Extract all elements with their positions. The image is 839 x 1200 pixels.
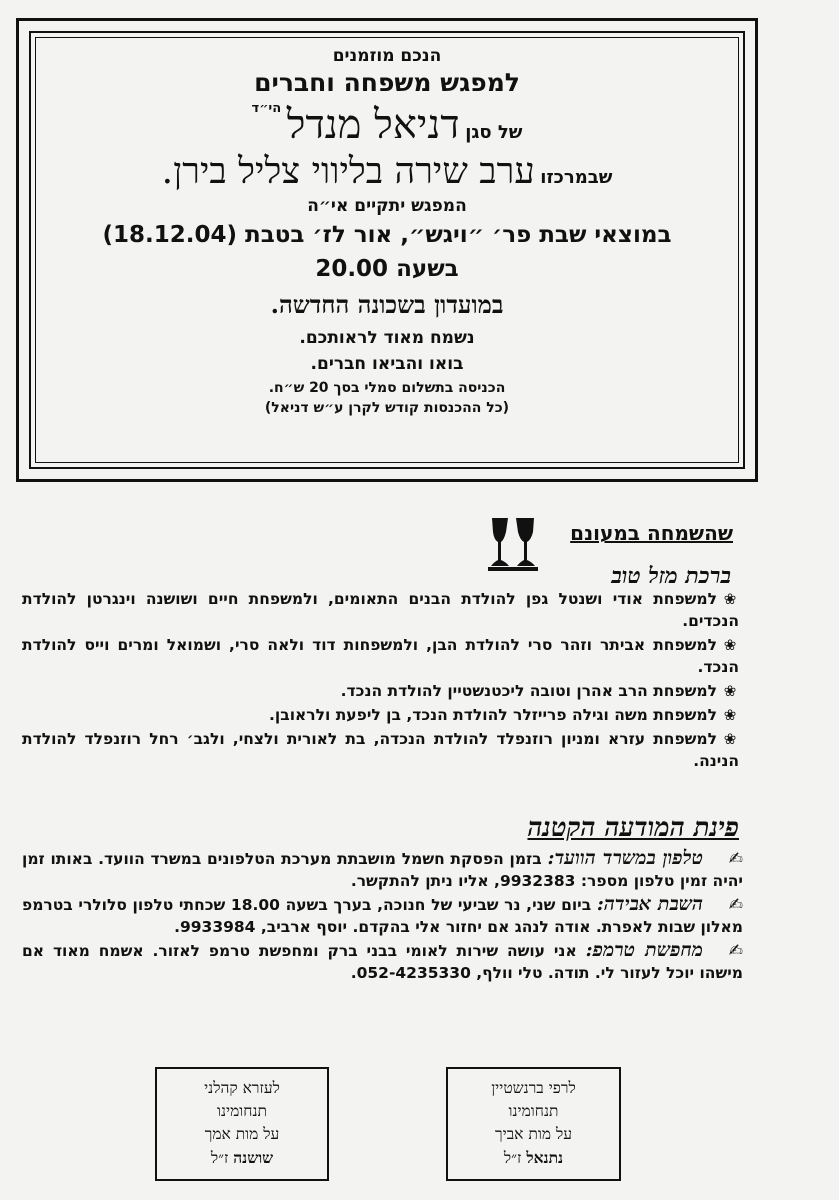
notice-text: ביום שני, נר שביעי של חנוכה, בערך בשעה 18.00 שכחתי טלפון סלולרי בטרמפ מאלון שבות לאפרת. אודה לנהג אם יחזור אלי בהקדם. יוסף ארביב, 9933984. [22, 896, 743, 936]
invitation-date: במוצאי שבת פר׳ ״ויגש״, אור לז׳ בטבת (18.12.04) [102, 222, 672, 248]
notice-text: אני עושה שירות לאומי בבני ברק ומחפשת טרמפ לאזור. אשמח מאוד אם מישהו יוכל לעזור לי. תודה. טלי וולף, 052-4235330. [22, 942, 743, 982]
condolence-relation: על מות אביך [495, 1125, 572, 1143]
condolence-box-bernstein [446, 1067, 621, 1181]
notice-item [22, 847, 743, 892]
invitation-frame [16, 18, 758, 482]
invitation-line-9: נשמח מאוד לראותכם. [299, 328, 475, 348]
wine-glasses-icon [488, 516, 538, 572]
deceased-honorific: ז״ל [503, 1149, 522, 1167]
condolence-text: תנחומינו [508, 1102, 559, 1120]
invitation-line-10: בואו והביאו חברים. [310, 354, 464, 374]
deceased-name: נתנאל [526, 1148, 564, 1167]
condolence-deceased [157, 1146, 327, 1170]
invitation-line-3 [36, 101, 738, 148]
condolence-text: תנחומינו [217, 1102, 267, 1120]
mazal-tov-list [22, 588, 739, 774]
invitation-line-1: הנכם מוזמנים [332, 46, 442, 66]
invitation-line-5: המפגש יתקיים אי״ה [307, 196, 467, 216]
pen-icon: ✍ [728, 941, 743, 961]
notice-heading: מחפשת טרמפ: [585, 939, 703, 961]
blessing-heading: ברכת מזל טוב [611, 563, 731, 589]
condolence-relation: על מות אמך [204, 1125, 280, 1143]
deceased-name: שושנה [233, 1148, 274, 1167]
list-item-text: למשפחת אביתר וזהר סרי להולדת הבן, ולמשפחות דוד ולאה סרי, ושמואל ומרים וייס להולדת הנכד. [22, 636, 739, 676]
notice-heading: השבת אבידה: [596, 893, 703, 915]
notice-text: בזמן הפסקת חשמל מושבתת מערכת הטלפונים במשרד הוועד. באותו זמן יהיה זמין טלפון מספר: 9932383, אליו ניתן להתקשר. [22, 850, 743, 890]
pen-icon: ✍ [728, 849, 743, 869]
invitation-name: דניאל מנדל [286, 102, 460, 148]
notices-title: פינת המודעה הקטנה [527, 813, 739, 843]
invitation-content [35, 37, 739, 463]
invitation-center-prefix: שבמרכזו [540, 167, 613, 188]
notices-list [22, 847, 743, 985]
list-item-text: למשפחת משה וגילה פרייזלר להולדת הנכד, בן ליפעת ולראובן. [269, 706, 717, 724]
celebration-title: שהשמחה במעונם [570, 521, 733, 545]
invitation-line-4 [36, 150, 738, 192]
condolence-recipient: לעזרא קהלני [204, 1079, 280, 1097]
condolence-recipient: לרפי ברנשטיין [491, 1079, 576, 1097]
list-item-text: למשפחת הרב אהרן וטובה ליכטנשטיין להולדת הנכד. [340, 682, 717, 700]
invitation-honorific: הי״ד [251, 101, 282, 116]
notice-heading: טלפון במשרד הוועד: [547, 847, 703, 869]
invitation-fund-note: (כל ההכנסות קודש לקרן ע״ש דניאל) [264, 400, 510, 416]
flower-icon: ❀ [723, 590, 737, 608]
flower-icon: ❀ [723, 706, 737, 724]
notice-item [22, 939, 743, 984]
notice-item [22, 893, 743, 938]
condolence-box-kahalani [155, 1067, 329, 1181]
flower-icon: ❀ [723, 730, 737, 748]
invitation-center-text: ערב שירה בליווי צליל בירן. [161, 151, 535, 192]
flower-icon: ❀ [723, 636, 737, 654]
invitation-time: בשעה 20.00 [315, 256, 459, 282]
invitation-location: במועדון בשכונה החדשה. [270, 290, 504, 319]
list-item-text: למשפחת עזרא ומניון רוזנפלד להולדת הנכדה, בת לאורית ולצחי, ולגב׳ רחל רוזנפלד להולדת הנינה. [22, 730, 739, 770]
list-item [22, 680, 739, 702]
invitation-border [29, 31, 745, 469]
list-item [22, 634, 739, 678]
list-item-text: למשפחת אודי ושנטל גפן להולדת הבנים התאומים, ולמשפחת חיים ושושנה וינגרטן להולדת הנכדים. [22, 590, 739, 630]
list-item [22, 704, 739, 726]
invitation-line-2: למפגש משפחה וחברים [254, 68, 520, 97]
invitation-rank: של סגן [465, 122, 523, 143]
list-item [22, 588, 739, 632]
list-item [22, 728, 739, 772]
invitation-fee: הכניסה בתשלום סמלי בסך 20 ש״ח. [268, 380, 506, 396]
pen-icon: ✍ [728, 895, 743, 915]
condolence-deceased [448, 1146, 619, 1170]
deceased-honorific: ז״ל [210, 1149, 229, 1167]
flower-icon: ❀ [723, 682, 737, 700]
